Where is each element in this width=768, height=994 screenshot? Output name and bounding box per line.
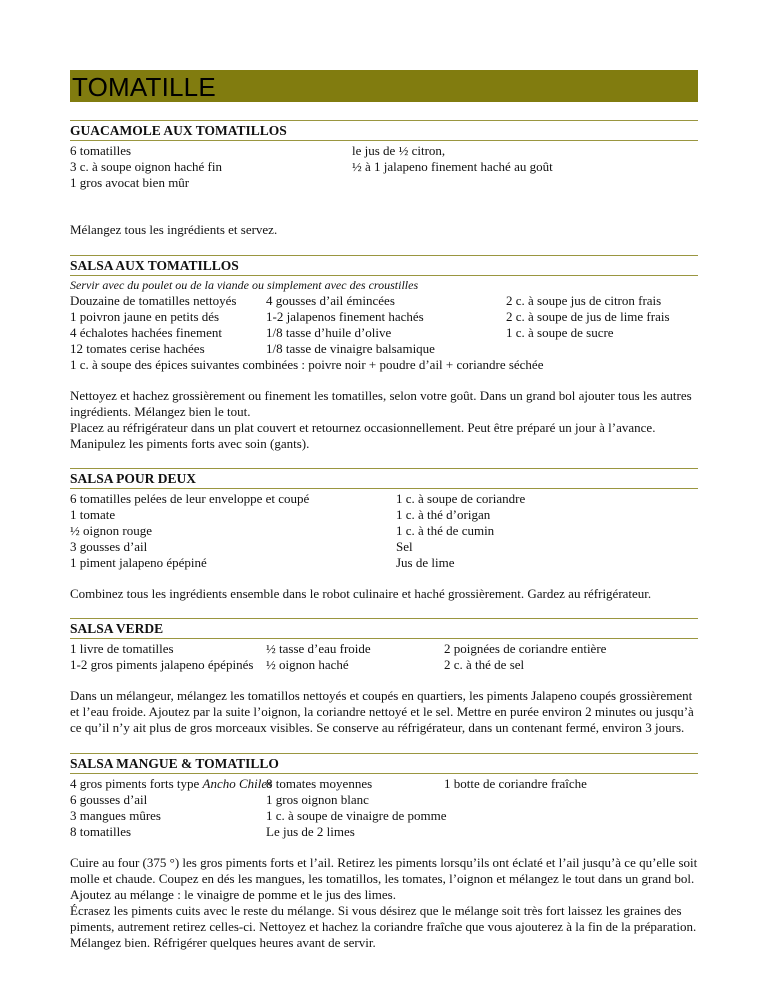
page-title: TOMATILLE — [72, 72, 216, 102]
document-page — [70, 70, 698, 951]
title-banner — [70, 70, 698, 102]
ingredients-col-2 — [352, 143, 553, 191]
ingredient: 2 poignées de coriandre entière — [444, 641, 607, 656]
instructions: Combinez tous les ingrédients ensemble dans le robot culinaire et haché grossièrement. Gardez au réfrigérateur. — [70, 586, 652, 601]
ingredient: 1 c. à soupe de vinaigre de pomme — [266, 808, 447, 823]
ingredient: 1 c. à soupe de sucre — [506, 325, 614, 340]
ingredient: 2 c. à soupe de jus de lime frais — [506, 309, 670, 324]
ingredient: le jus de ½ citron, — [352, 143, 446, 158]
ingredients — [70, 491, 698, 571]
ingredient: 1 piment jalapeno épépiné — [70, 555, 207, 570]
ingredient: 3 mangues mûres — [70, 808, 161, 823]
ingredient: 1 c. à thé de cumin — [396, 523, 495, 538]
ingredient: 1 gros avocat bien mûr — [70, 175, 190, 190]
ingredient: ½ à 1 jalapeno finement haché au goût — [352, 159, 553, 174]
ingredients — [70, 143, 698, 191]
serving-note: Servir avec du poulet ou de la viande ou simplement avec des croustilles — [70, 278, 419, 292]
ingredients — [70, 776, 698, 840]
recipe-guacamole — [70, 120, 698, 238]
instructions: Mélangez tous les ingrédients et servez. — [70, 222, 278, 237]
ingredient: 1 c. à soupe de coriandre — [396, 491, 526, 506]
ingredients-col-1 — [70, 143, 352, 191]
ingredients-col-1 — [70, 776, 273, 840]
recipe-title: SALSA AUX TOMATILLOS — [70, 255, 698, 276]
recipe-title: SALSA VERDE — [70, 618, 698, 639]
instructions: Dans un mélangeur, mélangez les tomatillos nettoyés et coupés en quartiers, les piments Jalapeno coupés grossièrement et l’eau froide. Ajoutez par la suite l’oignon, la coriandre nettoyé et le sel. Mettre en purée environ 2 minutes ou jusqu’à ce qu’il n’y ait plus de gros morceaux visibles. Se conserve au réfrigérateur, dans un contenant fermé, environ 3 jours. — [70, 688, 694, 735]
ingredient: 6 gousses d’ail — [70, 792, 148, 807]
ingredient: Douzaine de tomatilles nettoyés — [70, 293, 237, 308]
ingredient: 4 gousses d’ail émincées — [266, 293, 395, 308]
ingredient: 1 tomate — [70, 507, 116, 522]
ingredient: Jus de lime — [396, 555, 455, 570]
recipe-salsa-mangue — [70, 753, 698, 951]
ingredient-row — [70, 325, 698, 341]
ingredient: 3 c. à soupe oignon haché fin — [70, 159, 222, 174]
ingredients — [70, 641, 698, 673]
ingredients-col-2 — [396, 491, 525, 571]
ingredient: 1 botte de coriandre fraîche — [444, 776, 587, 791]
ingredient: Sel — [396, 539, 413, 554]
ingredients-col-1 — [70, 641, 266, 673]
ingredient: 4 échalotes hachées finement — [70, 325, 222, 340]
ingredient-row — [70, 341, 698, 357]
recipe-title: SALSA MANGUE & TOMATILLO — [70, 753, 698, 774]
ingredient: 3 gousses d’ail — [70, 539, 148, 554]
recipe-salsa-deux — [70, 468, 698, 602]
ingredient: 8 tomates moyennes — [266, 776, 373, 791]
ingredient: 1 gros oignon blanc — [266, 792, 369, 807]
instructions: Cuire au four (375 °) les gros piments forts et l’ail. Retirez les piments lorsqu’ils ont éclaté et l’ail jusqu’à ce qu’elle soit molle et chaude. Coupez en dés les mangues, les tomatillos, les tomates, l’oignon et mélangez le tout dans un grand bol. Ajoutez au mélange : le vinaigre de pomme et le jus des limes. — [70, 855, 698, 902]
ingredient: 4 gros piments forts type Ancho Chiles — [70, 776, 273, 791]
ingredient: ½ oignon rouge — [70, 523, 152, 538]
ingredient: 2 c. à soupe jus de citron frais — [506, 293, 662, 308]
ingredient: 1-2 gros piments jalapeno épépinés — [70, 657, 254, 672]
ingredient: 6 tomatilles pelées de leur enveloppe et coupé — [70, 491, 310, 506]
ingredient-row — [70, 309, 698, 325]
recipe-salsa-tomatillos — [70, 255, 698, 452]
ingredient: 8 tomatilles — [70, 824, 132, 839]
ingredient-variety: Ancho Chiles — [202, 776, 273, 791]
ingredient-row — [70, 293, 698, 309]
recipe-title: GUACAMOLE AUX TOMATILLOS — [70, 120, 698, 141]
instructions: Manipulez les piments forts avec soin (gants). — [70, 436, 310, 451]
ingredients-col-2 — [266, 776, 447, 840]
ingredient: 1 poivron jaune en petits dés — [70, 309, 220, 324]
ingredient: 2 c. à thé de sel — [444, 657, 525, 672]
ingredient: 1/8 tasse d’huile d’olive — [266, 325, 392, 340]
ingredient: ½ oignon haché — [266, 657, 349, 672]
instructions: Écrasez les piments cuits avec le reste du mélange. Si vous désirez que le mélange soit très fort laissez les graines des piments, autrement retirez celles-ci. Nettoyez et hachez la coriandre fraîche que vous ajouterez à la fin de la préparation. Mélangez bien. Réfrigérer quelques heures avant de servir. — [70, 903, 697, 950]
ingredients-col-1 — [70, 491, 396, 571]
spices-line: 1 c. à soupe des épices suivantes combinées : poivre noir + poudre d’ail + coriandre séchée — [70, 357, 544, 372]
instructions: Nettoyez et hachez grossièrement ou finement les tomatilles, selon votre goût. Dans un grand bol ajouter tous les autres ingrédients. Mélangez bien le tout. — [70, 388, 692, 419]
ingredient: 1/8 tasse de vinaigre balsamique — [266, 341, 435, 356]
ingredient: 1 c. à thé d’origan — [396, 507, 491, 522]
ingredient: 12 tomates cerise hachées — [70, 341, 205, 356]
ingredient: Le jus de 2 limes — [266, 824, 355, 839]
recipe-title: SALSA POUR DEUX — [70, 468, 698, 489]
ingredient: ½ tasse d’eau froide — [266, 641, 371, 656]
ingredient: 1-2 jalapenos finement hachés — [266, 309, 424, 324]
instructions: Placez au réfrigérateur dans un plat couvert et retournez occasionnellement. Peut être préparé un jour à l’avance. — [70, 420, 656, 435]
ingredient: 1 livre de tomatilles — [70, 641, 174, 656]
ingredients-col-3 — [444, 641, 606, 673]
recipe-salsa-verde — [70, 618, 698, 736]
ingredients-col-3 — [444, 776, 587, 840]
ingredient: 6 tomatilles — [70, 143, 132, 158]
ingredients-col-2 — [266, 641, 444, 673]
